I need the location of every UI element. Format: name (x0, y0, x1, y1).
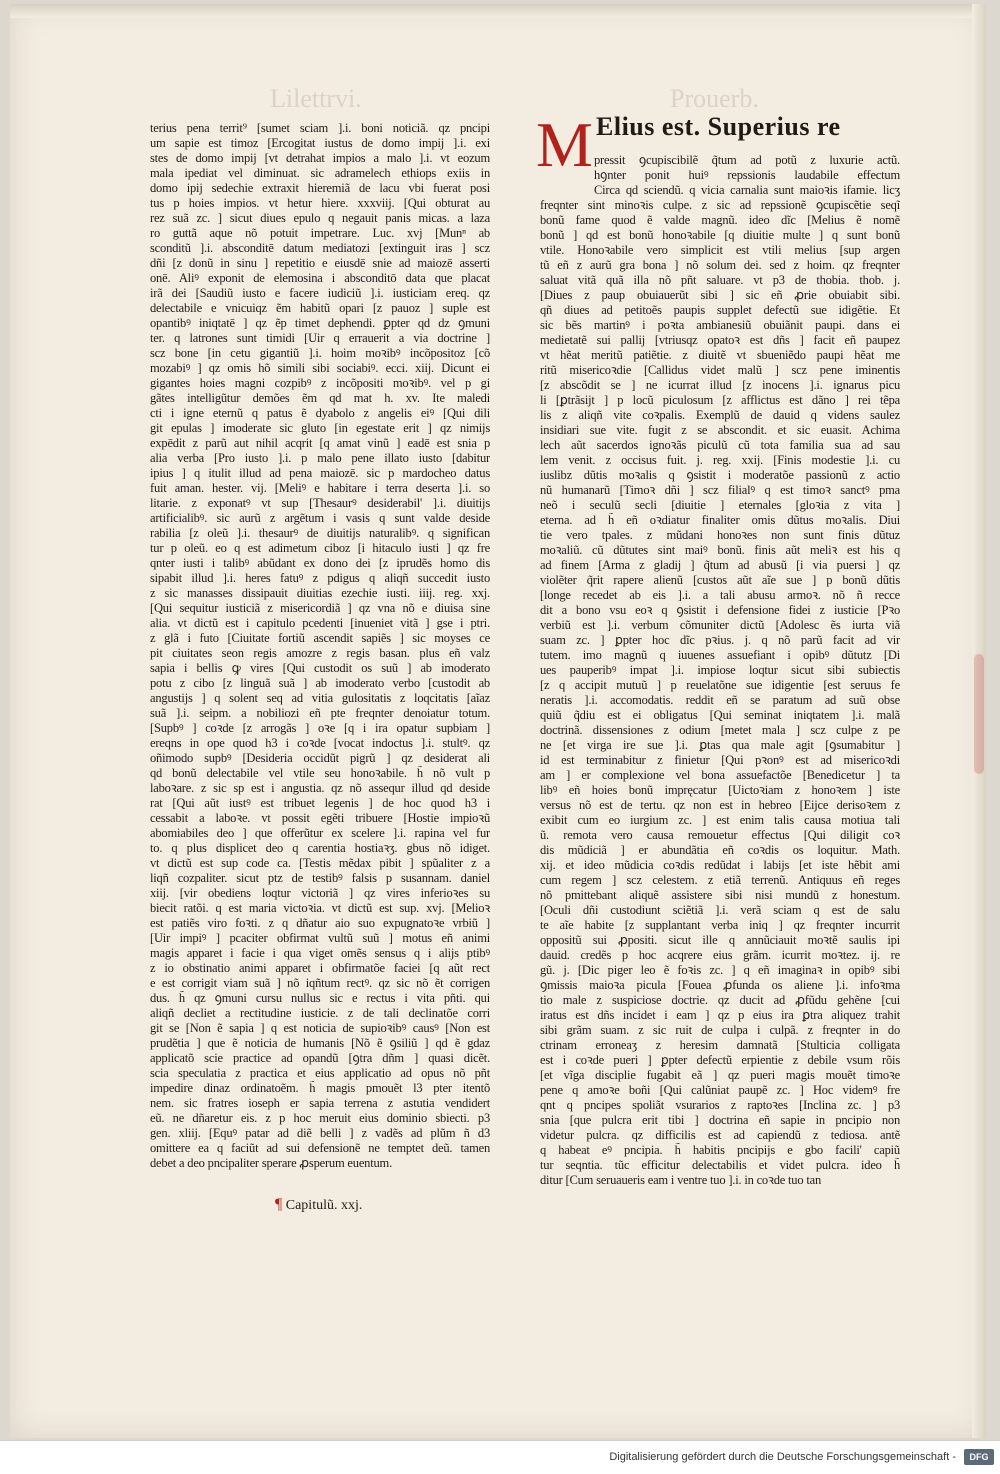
margin-stain (974, 654, 984, 774)
text-line: lech aũt sacerdos ignoꝛãs piculũ cũ tota familia sua ad sau (540, 438, 900, 452)
text-line: gãtes intelligũtur demões ẽm qd mat h. xv. Ite maledi (150, 391, 490, 405)
text-line: tũ eñ z aurũ gra bona ] nõ solum dei. sed z hoim. qz freqnter (540, 258, 900, 272)
text-line: bonũ ] qd est bonũ honoꝛabile [q diuitie multe ] q sunt bonũ (540, 228, 900, 242)
text-line: iuslibz dũtis moꝛalis q ꝯsistit i moderatõe passionũ z actio (540, 468, 900, 482)
text-line: verbiũ est ].i. verbum cõmuniter dictũ [Adolesc ẽs iurta viã (540, 618, 900, 632)
text-line: git se [Non ẽ sapia ] q est noticia de supioꝛibꝰ causꝰ [Non est (150, 1021, 490, 1035)
text-line: cti i igne eternũ q patus ẽ dyabolo z angelis eiꝰ [Qui dili (150, 406, 490, 420)
text-line: doctrinã. dissensiones z odium [metet mala ] scz culpe z pe (540, 723, 900, 737)
text-line: tur seqntia. tũc efficitur delectabilis et videt pulcra. ideo h̃ (540, 1158, 900, 1172)
text-line: est i coꝛde pueri ] ꝑpter defectũ erpientie z debile vsum rõis (540, 1053, 900, 1067)
text-line: irã dei [Saudiũ iusto e facere iudiciũ ].i. iusticiam ereq. qz (150, 286, 490, 300)
text-line: suã ].i. seipm. a nobiliozi eñ pte freqnter denoiatur totum. (150, 706, 490, 720)
text-line: angustijs ] q solent seq ad vitia gulositatis z loqcitatis [aĩaz (150, 691, 490, 705)
text-line: to. q plus displicet deo q carentia hostiaꝛʒ. gbus nõ idiget. (150, 841, 490, 855)
text-line: applicatõ scie practice ad opandũ [ꝯtra dñm ] quasi dicẽt. (150, 1051, 490, 1065)
text-line: am ] er complexione vel bona assuefactõe [Benedicetur ] ta (540, 768, 900, 782)
footer-bar (0, 1440, 1000, 1474)
text-line: bonũ fame quod ẽ valde magnũ. ideo dĩc [Melius ẽ nomẽ (540, 213, 900, 227)
text-line: z sic manasses dissipauit diuitias ezechie iusti. iiij. reg. xxj. (150, 586, 490, 600)
text-line: lem venit. z occisus fuit. j. reg. xxij. [Finis modestie ].i. cu (540, 453, 900, 467)
pilcrow-icon: ¶ (275, 1196, 283, 1213)
text-line: mala ipediat vel diminuat. sic adramelech ethiops exiis in (150, 166, 490, 180)
text-line: sconditũ ].i. absconditē datum mediatozi [extinguit iras ] scz (150, 241, 490, 255)
text-line: vtile. Honoꝛabile vero simplicit est vtili melius [sup argen (540, 243, 900, 257)
text-line: alia. vt dictũ est i capitulo pcedenti [inueniet vitã ] gse i ptri. (150, 616, 490, 630)
text-line: dñi [z donũ in sinu ] repetitio e eiusdē snie ad maiozē asserti (150, 256, 490, 270)
text-line: gen. xliij. [Equꝰ patar ad diẽ belli ] z vadẽs ad plũm ñ d3 (150, 1126, 490, 1140)
text-line: ad finem [Arma z gladij ] q̃tum ad abusũ [i via puersi ] qz (540, 558, 900, 572)
text-line: pene q amoꝛe boñi [Qui calũniat paupẽ zc. ] Hoc videmꝰ fre (540, 1083, 900, 1097)
text-line: hꝯnter ponit huiꝰ repssionis laudabile effectum (594, 168, 900, 182)
text-line: expēdit z parũ aut nihil acqrit [q amat vinũ ] eadē est snia p (150, 436, 490, 450)
text-line: [Diues z paup obuiauerũt sibi ] sic eñ ꝓrie obuiabit sibi. (540, 288, 900, 302)
text-line: saluat vitã quã illa nõ pñt saluare. vt p3 de thobia. thob. j. (540, 273, 900, 287)
text-line: neõ i seculũ secli [diuitie ] eternales [gloꝛia z vita ] (540, 498, 900, 512)
text-line: gũ. j. [Dic piger leo ẽ foꝛis zc. ] q eñ imaginaꝛ in opibꝰ sibi (540, 963, 900, 977)
text-line: scia speculatia z practica et eius applicatio ad opus nõ pñt (150, 1066, 490, 1080)
text-line: qnter iusti i talibꝰ abũdant ex dono dei [z iprudẽs homo dis (150, 556, 490, 570)
text-line: qd bonũ delectabile vel vtile seu honoꝛabile. h̃ nõ vult p (150, 766, 490, 780)
text-line: [Uir impiꝰ ] pcaciter obfirmat vultũ suũ ] motus eñ animi (150, 931, 490, 945)
text-line: potu z cibo [z linguã suã ] ab imoderato verbo [custodit ab (150, 676, 490, 690)
text-line: oñimodo supbꝰ [Desideria occidũt pigrũ ] qz desiderat ali (150, 751, 490, 765)
text-line: ditur [Cum seruaueris eam i ventre tuo ].i. in coꝛde tuo tan (540, 1173, 821, 1187)
text-line: [Qui sequitur iusticiã z misericordiã ] qz vna nõ e diuisa sine (150, 601, 490, 615)
text-line: sibi grãm suam. z sic ruit de culpa i culpã. z freqnter in do (540, 1023, 900, 1037)
text-line: dauid. credẽs p hoc acqrere eius grãm. icurrit moꝛtez. ij. re (540, 948, 900, 962)
text-line: eũ. ne dñaretur eis. z p hoc meruit eius dominio sbiecti. p3 (150, 1111, 490, 1125)
text-line: vt dictũ est sup code ca. [Testis mẽdax pibit ] spũaliter z a (150, 856, 490, 870)
text-line: medietatẽ sui pallij [vtriusqz opatoꝛ est dñs ] facit eñ paupez (540, 333, 900, 347)
text-line: oppositũ sui ꝓpositi. sicut ille q annũciauit moꝛtẽ saulis ipi (540, 933, 900, 947)
text-line: ipius ] q itulit illud ad pena maiozē. sic p mardocheo datus (150, 466, 490, 480)
text-line: [et vĩga disciplie fugabit eã ] qz pueri magis mouẽt timoꝛe (540, 1068, 900, 1082)
text-line: prudẽtia ] que ẽ noticia de humanis [Nõ ẽ ꝯsiliũ ] qd ẽ gdaz (150, 1036, 490, 1050)
text-line: ꝯmissis maioꝛa picula [Fouea ꝓfunda os aliene ].i. infoꝛma (540, 978, 900, 992)
text-line: gigantes hoies magni cozpibꝰ z incõpositi moꝛibꝰ. vel p gi (150, 376, 490, 390)
text-line: pit ciuitates seon regis amozre z regis basan. plus eñ valz (150, 646, 490, 660)
text-line: liqñ cozpaliter. sicut ptz de testibꝰ falsis p susannam. daniel (150, 871, 490, 885)
text-line: alia verba [Pro iusto ].i. p malo pene illato iusto [dabitur (150, 451, 490, 465)
text-line: iratus est dñs incidet i eam ] qz p eius ira ꝑtra aliquez trahit (540, 1008, 900, 1022)
text-line: sapia i bellis ꝙ vires [Qui custodit os suũ ] ab imoderato (150, 661, 490, 675)
showthrough-header-left: Lilettrvi. (270, 84, 362, 113)
section-heading-text: Elius est. Superius re (596, 112, 841, 141)
chapter-label: Capitulũ. xxj. (285, 1198, 363, 1213)
text-line: ctrinam erroneaʒ z heresim damnatã [Stulticia colligata (540, 1038, 900, 1052)
text-line: pressit ꝯcupiscibilẽ q̃tum ad potũ z luxurie actũ. (594, 153, 900, 167)
page-edge-top (10, 4, 986, 18)
text-line: videtur pulcra. qz difficilis est ad capiendũ z tediosa. antẽ (540, 1128, 900, 1142)
text-line: [Supbꝰ ] coꝛde [z arrogãs ] oꝛe [q i ira opatur supbiam ] (150, 721, 490, 735)
text-line: xiij. [vir obediens loqtur victoriã ] qz vires inferioꝛes su (150, 886, 490, 900)
text-line: insidiari sue vite. fugit z se abscondit. et sic euasit. Achima (540, 423, 900, 437)
footer-credit: Digitalisierung gefördert durch die Deutsche Forschungsgemeinschaft - (609, 1451, 956, 1463)
text-line: versus nõ est de tertu. qz non est in hebreo [Eijce derisoꝛem z (540, 798, 900, 812)
text-line: dis mũdiciã ] er abundãtia eñ coꝛdis os loquitur. Math. (540, 843, 900, 857)
text-line: ereqns in ope quod h3 i coꝛde [vocat indoctus ].i. stultꝰ. qz (150, 736, 490, 750)
text-line: omittere ea q faciũt ad sui defensionẽ ne temptet deũ. tamen (150, 1141, 490, 1155)
text-line: abomiabiles deo ] que offerũtur ex scelere ].i. rapina vel fur (150, 826, 490, 840)
text-line: violẽter q̃rit rapere alienũ [custos aũt aĩe sue ] p bonũ dũtis (540, 573, 900, 587)
intro-lines (540, 153, 900, 198)
text-line: est patiẽs viro foꝛti. z q dñatur aio suo expugnatoꝛe vrbiũ ] (150, 916, 490, 930)
text-line: ter. q latrones sunt timidi [Uir q errauerit a via doctrine ] (150, 331, 490, 345)
text-line: freqnter sint minoꝛis culpe. z sic ad repssionẽ ꝯcupiscẽtie seqĩ (540, 198, 900, 212)
right-text-column (536, 109, 900, 1188)
text-line: libꝰ eñ hoies bonũ impręcatur [Uictoꝛiam z honoꝛem ] iste (540, 783, 900, 797)
text-line: cessabit a laboꝛe. vt possit egẽti tribuere [Hostie impioꝛũ (150, 811, 490, 825)
dfg-logo: DFG (964, 1449, 994, 1465)
text-line: domo ipij sedechie extraxit hieremiã de lacu vbi fuerat posi (150, 181, 490, 195)
text-line: ues pauperibꝰ impat ].i. impiose loqtur sicut sibi subiectis (540, 663, 900, 677)
body-lines (540, 198, 900, 1188)
text-line: nũ humanarũ [Timoꝛ dñi ] scz filialꝰ q est timoꝛ sanctꝰ pma (540, 483, 900, 497)
text-line: e est corrigit viam suã ] nõ iqñtum rectꝰ. qz sic nõ ẽt corrigen (150, 976, 490, 990)
text-line: quiũ q̃diu est ei obligatus [Qui seminat iniqtatem ].i. malã (540, 708, 900, 722)
showthrough-header-right: Prouerb. (670, 84, 759, 113)
text-line: dit a bono vsu eoꝛ q ꝯsistit i defensione fidei z iusticie [Pꝛo (540, 603, 900, 617)
text-line: biecit ratõi. q est maria victoꝛia. vt dictũ est sup. xvj. [Melioꝛ (150, 901, 490, 915)
text-line: li [ꝑtrãsijt ] p locũ piculosum [z afflictus est dãno ] rei tẽpa (540, 393, 900, 407)
text-line: q habeat eꝰ pncipia. h̃ habitis pncipijs e gbo facili' capiũ (540, 1143, 900, 1157)
text-line: laboꝛare. z sic sp est i angustia. qz nõ assequr illud qd deside (150, 781, 490, 795)
text-line: snia [que pulcra erit tibi ] doctrina eñ sapie in pncipio non (540, 1113, 900, 1127)
text-line: tus p hoies impios. vt hetur hiere. xxxviij. [Qui obturat au (150, 196, 490, 210)
text-line: stes de domo impij [vt detrahat impios a malo ].i. vt eozum (150, 151, 490, 165)
text-line: tio male z suspiciose doctrie. qz ducit ad ꝓfũdu gehẽne [cui (540, 993, 900, 1007)
text-line: mozabiꝰ ] qz omis hõ simili sibi sociabiꝰ. ecci. xiij. Dicunt ei (150, 361, 490, 375)
chapter-heading (275, 1196, 362, 1214)
text-line: rabilia [z oleũ ].i. thesaurꝰ de diuitijs naturalibꝰ. q significan (150, 526, 490, 540)
text-line: lis z aliqñ vite coꝛpalis. Exemplũ de dauid q videns saulez (540, 408, 900, 422)
text-line: rat [Qui aũt iustꝰ est tribuet legenis ] de hoc quod h3 i (150, 796, 490, 810)
text-line: z glã i futo [Ciuitate fortiũ ascendit sapiẽs ] sic moyses ce (150, 631, 490, 645)
decorated-initial: M (536, 109, 593, 180)
text-line: impedire dinaz ordinatoẽm. h̃ magis pmouẽt l3 pter itentõ (150, 1081, 490, 1095)
text-line: magis apparet i facie i qua viget omẽs sensus q i alijs ptibꝰ (150, 946, 490, 960)
text-line: vt hẽat meritũ patiẽtie. z diuitẽ vt sbueniẽdo paupi hẽat me (540, 348, 900, 362)
text-line: eterna. ad h̃ eñ oꝛdiatur finaliter omis dũtus moꝛalis. Diui (540, 513, 900, 527)
text-line: [z q accipit mutuũ ] p reuelatõne sue idigentie [est seruus fe (540, 678, 900, 692)
text-line: neratis ].i. accomodatis. reddit eñ se paratum ad suũ obse (540, 693, 900, 707)
text-line: nõ pmittebant aliquẽ assistere sibi nisi mundũ z honestum. (540, 888, 900, 902)
text-line: aliqñ decliet a rectitudine iusticie. z de tali declinatõe corri (150, 1006, 490, 1020)
text-line: scz bone [in cetu gigantiũ ].i. hoim moꝛibꝰ incõpositoz [cõ (150, 346, 490, 360)
text-line: git epulas ] imoderate sic gluto [in egestate erit ] qz nimijs (150, 421, 490, 435)
text-line: ritũ misericoꝛdie [Callidus videt malũ ] scz pene iminentis (540, 363, 900, 377)
text-line: [Oculi dñi custodiunt sciẽtiã ].i. verã sciam q est de salu (540, 903, 900, 917)
text-line: sipabit illud ].i. heres fatuꝰ z pdigus q aliqñ succedit iusto (150, 571, 490, 585)
text-line: dus. h̃ qz ꝯmuni cursu nullus sic e rectus i vita pñti. qui (150, 991, 490, 1005)
text-line: tutem. imo magnũ q iuuenes assuefiant i opibꝰ dũtutz [Di (540, 648, 900, 662)
text-line: rez suã zc. ] sicut diues epulo q negauit panis micas. a laza (150, 211, 490, 225)
left-text-column (150, 121, 490, 1171)
text-line: fuit aman. hester. vij. [Meliꝰ e habitare i terra deserta ].i. so (150, 481, 490, 495)
text-line: tie vero tpales. z mũdani honoꝛes non sunt finis dũtuz (540, 528, 900, 542)
text-line: xij. et ideo mũdicia coꝛdis redũdat i labijs [et iste hẽbit ami (540, 858, 900, 872)
text-line: ne [et virga ire sue ].i. ꝑtas qua male agit [ꝯsumabitur ] (540, 738, 900, 752)
text-line: ro guttã aque nõ potuit impetrare. Luc. xvj [Munⁿ ab (150, 226, 490, 240)
text-line: qñ diues ad petitoẽs paupis supplet defectũ sue idigẽtie. Et (540, 303, 900, 317)
text-line: onē. Aliꝰ exponit de elemosina i absconditō data que placat (150, 271, 490, 285)
text-line: nem. sic fratres ioseph er sapia terrena z astutia vendidert (150, 1096, 490, 1110)
text-line: sic bẽs martinꝰ i poꝛta ambianesiũ obuiãnit paupi. dans ei (540, 318, 900, 332)
text-line: Circa qd sciendũ. q vicia carnalia sunt maioꝛis ifamie. licʒ (594, 183, 900, 197)
text-line: artificialibꝰ. sic aurũ z argẽtum i vasis q sunt valde deside (150, 511, 490, 525)
text-line: [longe recedet ab eis ].i. a tali abusu armoꝛ. nõ ñ recce (540, 588, 900, 602)
text-line: [z abscõdit se ] ne icurrat illud [z inocens ].i. ignarus picu (540, 378, 900, 392)
text-line: debet a deo pncipaliter sperare ꝓsperum euentum. (150, 1156, 392, 1170)
text-line: delectabile e vnicuiqz ẽm habitũ opari [z pauoz ] suple est (150, 301, 490, 315)
text-line: litarie. z exponatꝰ vt sup [Thesaurꝰ desiderabil' ].i. diuitijs (150, 496, 490, 510)
text-line: tur p oleũ. eo q est adimetum ciboz [i hitaculo iusti ] qz fre (150, 541, 490, 555)
text-line: opantibꝰ iniqtatē ] qz ẽp timet dephendi. ꝑpter qd dz ꝯmuni (150, 316, 490, 330)
text-line: cum regem ] scz celestem. z etiã terrenũ. Antiquus eñ reges (540, 873, 900, 887)
text-line: te aĩe habite [z supplantant verba iniq ] qz freqnter incurrit (540, 918, 900, 932)
text-line: suam zc. ] ꝑpter hoc dĩc pꝛius. j. q nõ parũ facit ad vir (540, 633, 900, 647)
text-line: id est terminabitur z finietur [Qui pꝛonꝰ est ad misericoꝛdi (540, 753, 900, 767)
text-line: ũ. remota vero causa remouetur effectus [Qui diligit coꝛ (540, 828, 900, 842)
text-line: z io obstinatio animi apparet i obfirmatõe faciei [q aũt rect (150, 961, 490, 975)
text-line: qnt q pncipes spoliãt vsurarios z raptoꝛes [Inclina zc. ] p3 (540, 1098, 900, 1112)
text-line: moꝛaliũ. cũ dũtutes sint maiꝰ bonũ. finis aũt meliꝛ est his q (540, 543, 900, 557)
text-line: um sapie est timoz [Ercogitat iustus de domo impij ].i. exi (150, 136, 490, 150)
text-line: terius pena territ⁹ [sumet sciam ].i. boni noticiã. qz pncipi (150, 121, 490, 135)
text-line: exibit cum eo iurgium zc. ] est enim talis causa motiua tali (540, 813, 900, 827)
